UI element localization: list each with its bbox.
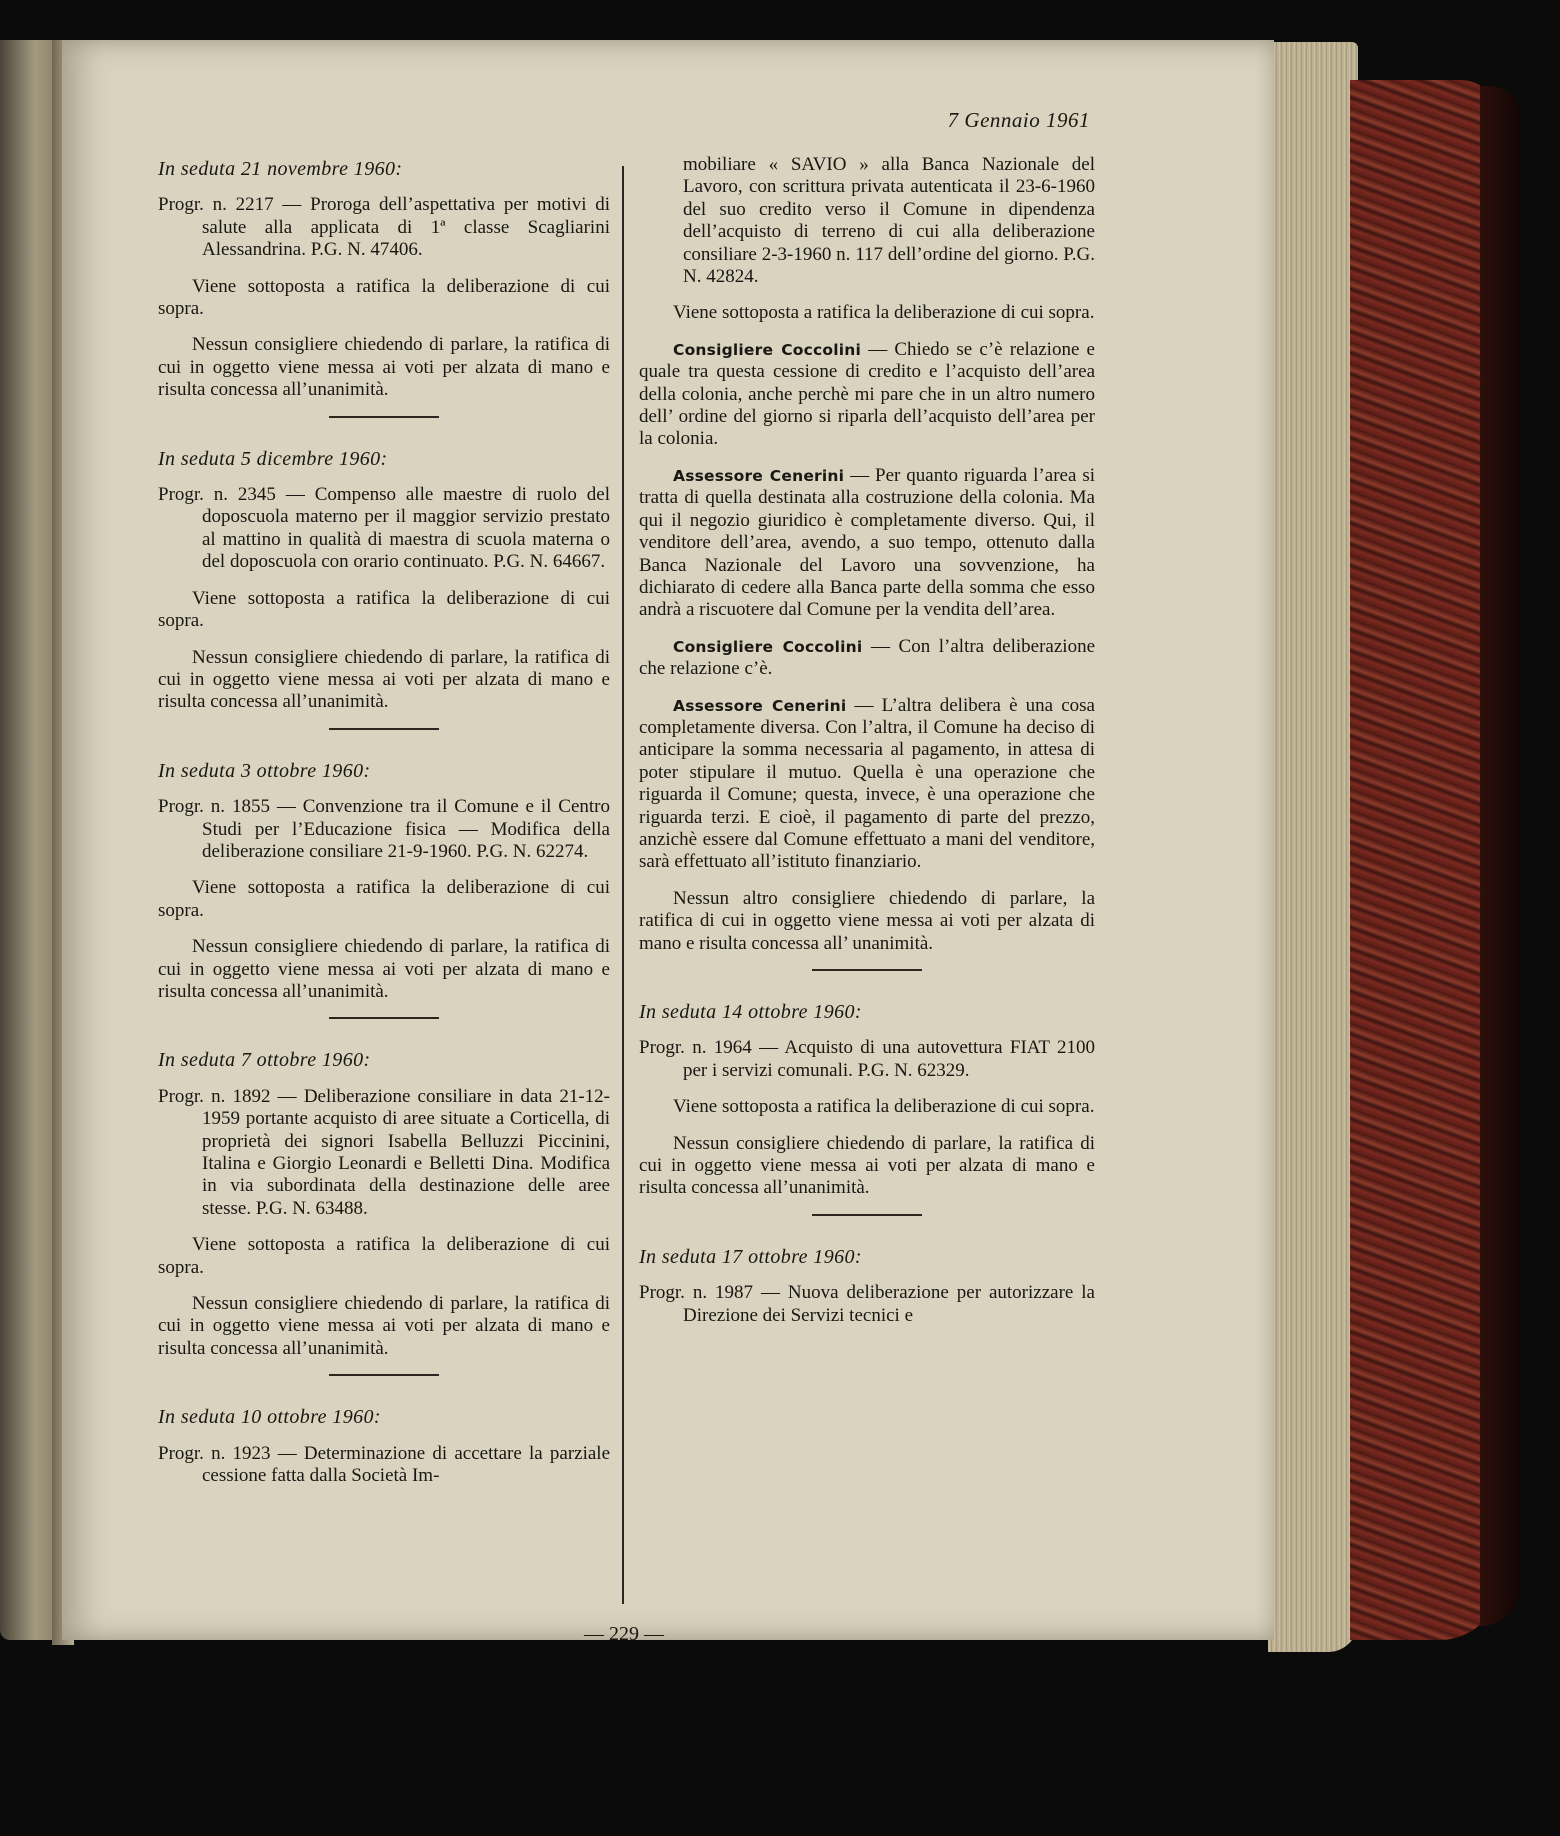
ratifica-text: Viene sottoposta a ratifica la deliberazione di cui sopra. xyxy=(673,302,1095,324)
speech-text: — L’altra delibera è una cosa completamente diversa. Con l’altra, il Comune ha deciso di anticipare la somma necessaria al pagamento, in attesa di poter stipulare il mutuo. Quella è una operazione che riguarda il Comune; questa, invece, è una operazione che riguarda terzi. E cioè, il pagamento di parte del prezzo, anzichè essere dal Comune effettuato a mani del venditore, sarà effettuato all’istituto finanziario. xyxy=(639,694,1095,873)
section-separator xyxy=(812,1214,922,1216)
seduta-section xyxy=(158,1049,610,1376)
seduta-heading: In seduta 3 ottobre 1960: xyxy=(158,759,371,782)
running-head: 7 Gennaio 1961 xyxy=(947,108,1090,132)
ratifica-text: Viene sottoposta a ratifica la deliberazione di cui sopra. xyxy=(158,587,610,632)
section-separator xyxy=(812,969,922,971)
seduta-section xyxy=(158,158,610,418)
seduta-heading: In seduta 14 ottobre 1960: xyxy=(639,1001,862,1023)
right-column xyxy=(639,154,1095,1341)
progr-entry: Progr. n. 1987 — Nuova deliberazione per autorizzare la Direzione dei Servizi tecnici e xyxy=(639,1282,1095,1326)
dialogue-entry xyxy=(639,695,1095,874)
progr-entry: Progr. n. 2345 — Compenso alle maestre di ruolo del doposcuola materno per il maggior servizio prestato al mattino in qualità di maestra di scuola materna o del doposcuola con orario continuato. P.G. N. 64667. xyxy=(158,484,610,573)
seduta-section xyxy=(639,1246,1095,1327)
seduta-heading: In seduta 5 dicembre 1960: xyxy=(158,447,388,470)
marbled-cover xyxy=(1350,80,1500,1640)
section-separator xyxy=(329,1374,439,1376)
page-number: — 229 — xyxy=(584,1623,664,1645)
speaker-name: Assessore Cenerini xyxy=(673,696,847,715)
ratifica-text: Viene sottoposta a ratifica la deliberazione di cui sopra. xyxy=(158,1234,610,1278)
seduta-section xyxy=(158,760,610,1020)
left-page-edge xyxy=(0,40,58,1640)
seduta-heading: In seduta 10 ottobre 1960: xyxy=(158,1406,381,1429)
dialogue-entry xyxy=(639,339,1095,451)
ratifica-text: Viene sottoposta a ratifica la deliberazione di cui sopra. xyxy=(673,1096,1095,1118)
speaker-name: Consigliere Coccolini xyxy=(673,340,862,359)
seduta-heading: In seduta 7 ottobre 1960: xyxy=(158,1049,371,1072)
speech-text: — Chiedo se c’è relazione e quale tra questa cessione di credito e l’acquisto dell’area della colonia, anche perchè mi pare che in un altro numero dell’ ordine del giorno si riparla dell’acquisto dell’area per la colonia. xyxy=(639,338,1095,450)
voto-text: Nessun altro consigliere chiedendo di parlare, la ratifica di cui in oggetto viene messa ai voti per alzata di mano e risulta concessa all’ unanimità. xyxy=(639,887,1095,954)
seduta-section xyxy=(158,1406,610,1487)
voto-text: Nessun consigliere chiedendo di parlare, la ratifica di cui in oggetto viene messa ai voti per alzata di mano e risulta concessa all’unanimità. xyxy=(639,1132,1095,1199)
speaker-name: Consigliere Coccolini xyxy=(673,637,863,656)
voto-text: Nessun consigliere chiedendo di parlare, la ratifica di cui in oggetto viene messa ai voti per alzata di mano e risulta concessa all’unanimità. xyxy=(158,334,610,401)
cover-spine-edge xyxy=(1480,86,1520,1626)
speech-text: — Per quanto riguarda l’area si tratta di quella destinata alla costruzione della colonia. Ma qui il negozio giuridico è completamente diverso. Qui, il venditore dell’area, avendo, a suo tempo, ottenuto dalla Banca Nazionale del Lavoro una sovvenzione, ha dichiarato di cedere alla Banca parte della somma che esso andrà a riscuotere dal Comune per la vendita dell’area. xyxy=(639,464,1095,621)
progr-entry: Progr. n. 1855 — Convenzione tra il Comune e il Centro Studi per l’Educazione fisica — Modifica della deliberazione consiliare 21-9-1960. P.G. N. 62274. xyxy=(158,796,610,862)
left-column xyxy=(158,158,610,1501)
column-rule xyxy=(622,166,624,1604)
voto-text: Nessun consigliere chiedendo di parlare, la ratifica di cui in oggetto viene messa ai voti per alzata di mano e risulta concessa all’unanimità. xyxy=(158,1293,610,1359)
seduta-heading: In seduta 21 novembre 1960: xyxy=(158,158,403,180)
voto-text: Nessun consigliere chiedendo di parlare, la ratifica di cui in oggetto viene messa ai voti per alzata di mano e risulta concessa all’unanimità. xyxy=(158,646,610,713)
dialogue-entry xyxy=(639,636,1095,681)
page-block-edges xyxy=(1268,42,1358,1652)
seduta-heading: In seduta 17 ottobre 1960: xyxy=(639,1245,862,1268)
seduta-section xyxy=(158,448,610,730)
seduta-section xyxy=(639,1001,1095,1216)
ratifica-text: Viene sottoposta a ratifica la deliberazione di cui sopra. xyxy=(158,877,610,921)
speech-text: — Con l’altra deliberazione che relazione c’è. xyxy=(639,635,1096,680)
speaker-name: Assessore Cenerini xyxy=(673,466,845,485)
progr-entry: Progr. n. 1964 — Acquisto di una autovettura FIAT 2100 per i servizi comunali. P.G. N. 62329. xyxy=(639,1037,1095,1081)
section-separator xyxy=(329,1017,439,1019)
progr-entry: Progr. n. 2217 — Proroga dell’aspettativa per motivi di salute alla applicata di 1ª classe Scagliarini Alessandrina. P.G. N. 47406. xyxy=(158,194,610,261)
progr-entry: Progr. n. 1892 — Deliberazione consiliare in data 21-12-1959 portante acquisto di aree situate a Corticella, di proprietà dei signori Isabella Belluzzi Piccinini, Italina e Giorgio Leonardi e Belletti Dina. Modifica in via subordinata della destinazione delle aree stesse. P.G. N. 63488. xyxy=(158,1085,610,1219)
voto-text: Nessun consigliere chiedendo di parlare, la ratifica di cui in oggetto viene messa ai voti per alzata di mano e risulta concessa all’unanimità. xyxy=(158,936,610,1002)
section-separator xyxy=(329,728,439,730)
progr-continuation: mobiliare « SAVIO » alla Banca Nazionale del Lavoro, con scrittura privata autenticata il 23-6-1960 del suo credito verso il Comune in dipendenza dell’acquisto di terreno di cui alla deliberazione consiliare 2-3-1960 n. 117 dell’ordine del giorno. P.G. N. 42824. xyxy=(683,154,1095,288)
dialogue-entry xyxy=(639,465,1095,622)
section-separator xyxy=(329,416,439,418)
progr-entry: Progr. n. 1923 — Determinazione di accettare la parziale cessione fatta dalla Società Im- xyxy=(158,1442,610,1487)
ratifica-text: Viene sottoposta a ratifica la deliberazione di cui sopra. xyxy=(158,275,610,320)
